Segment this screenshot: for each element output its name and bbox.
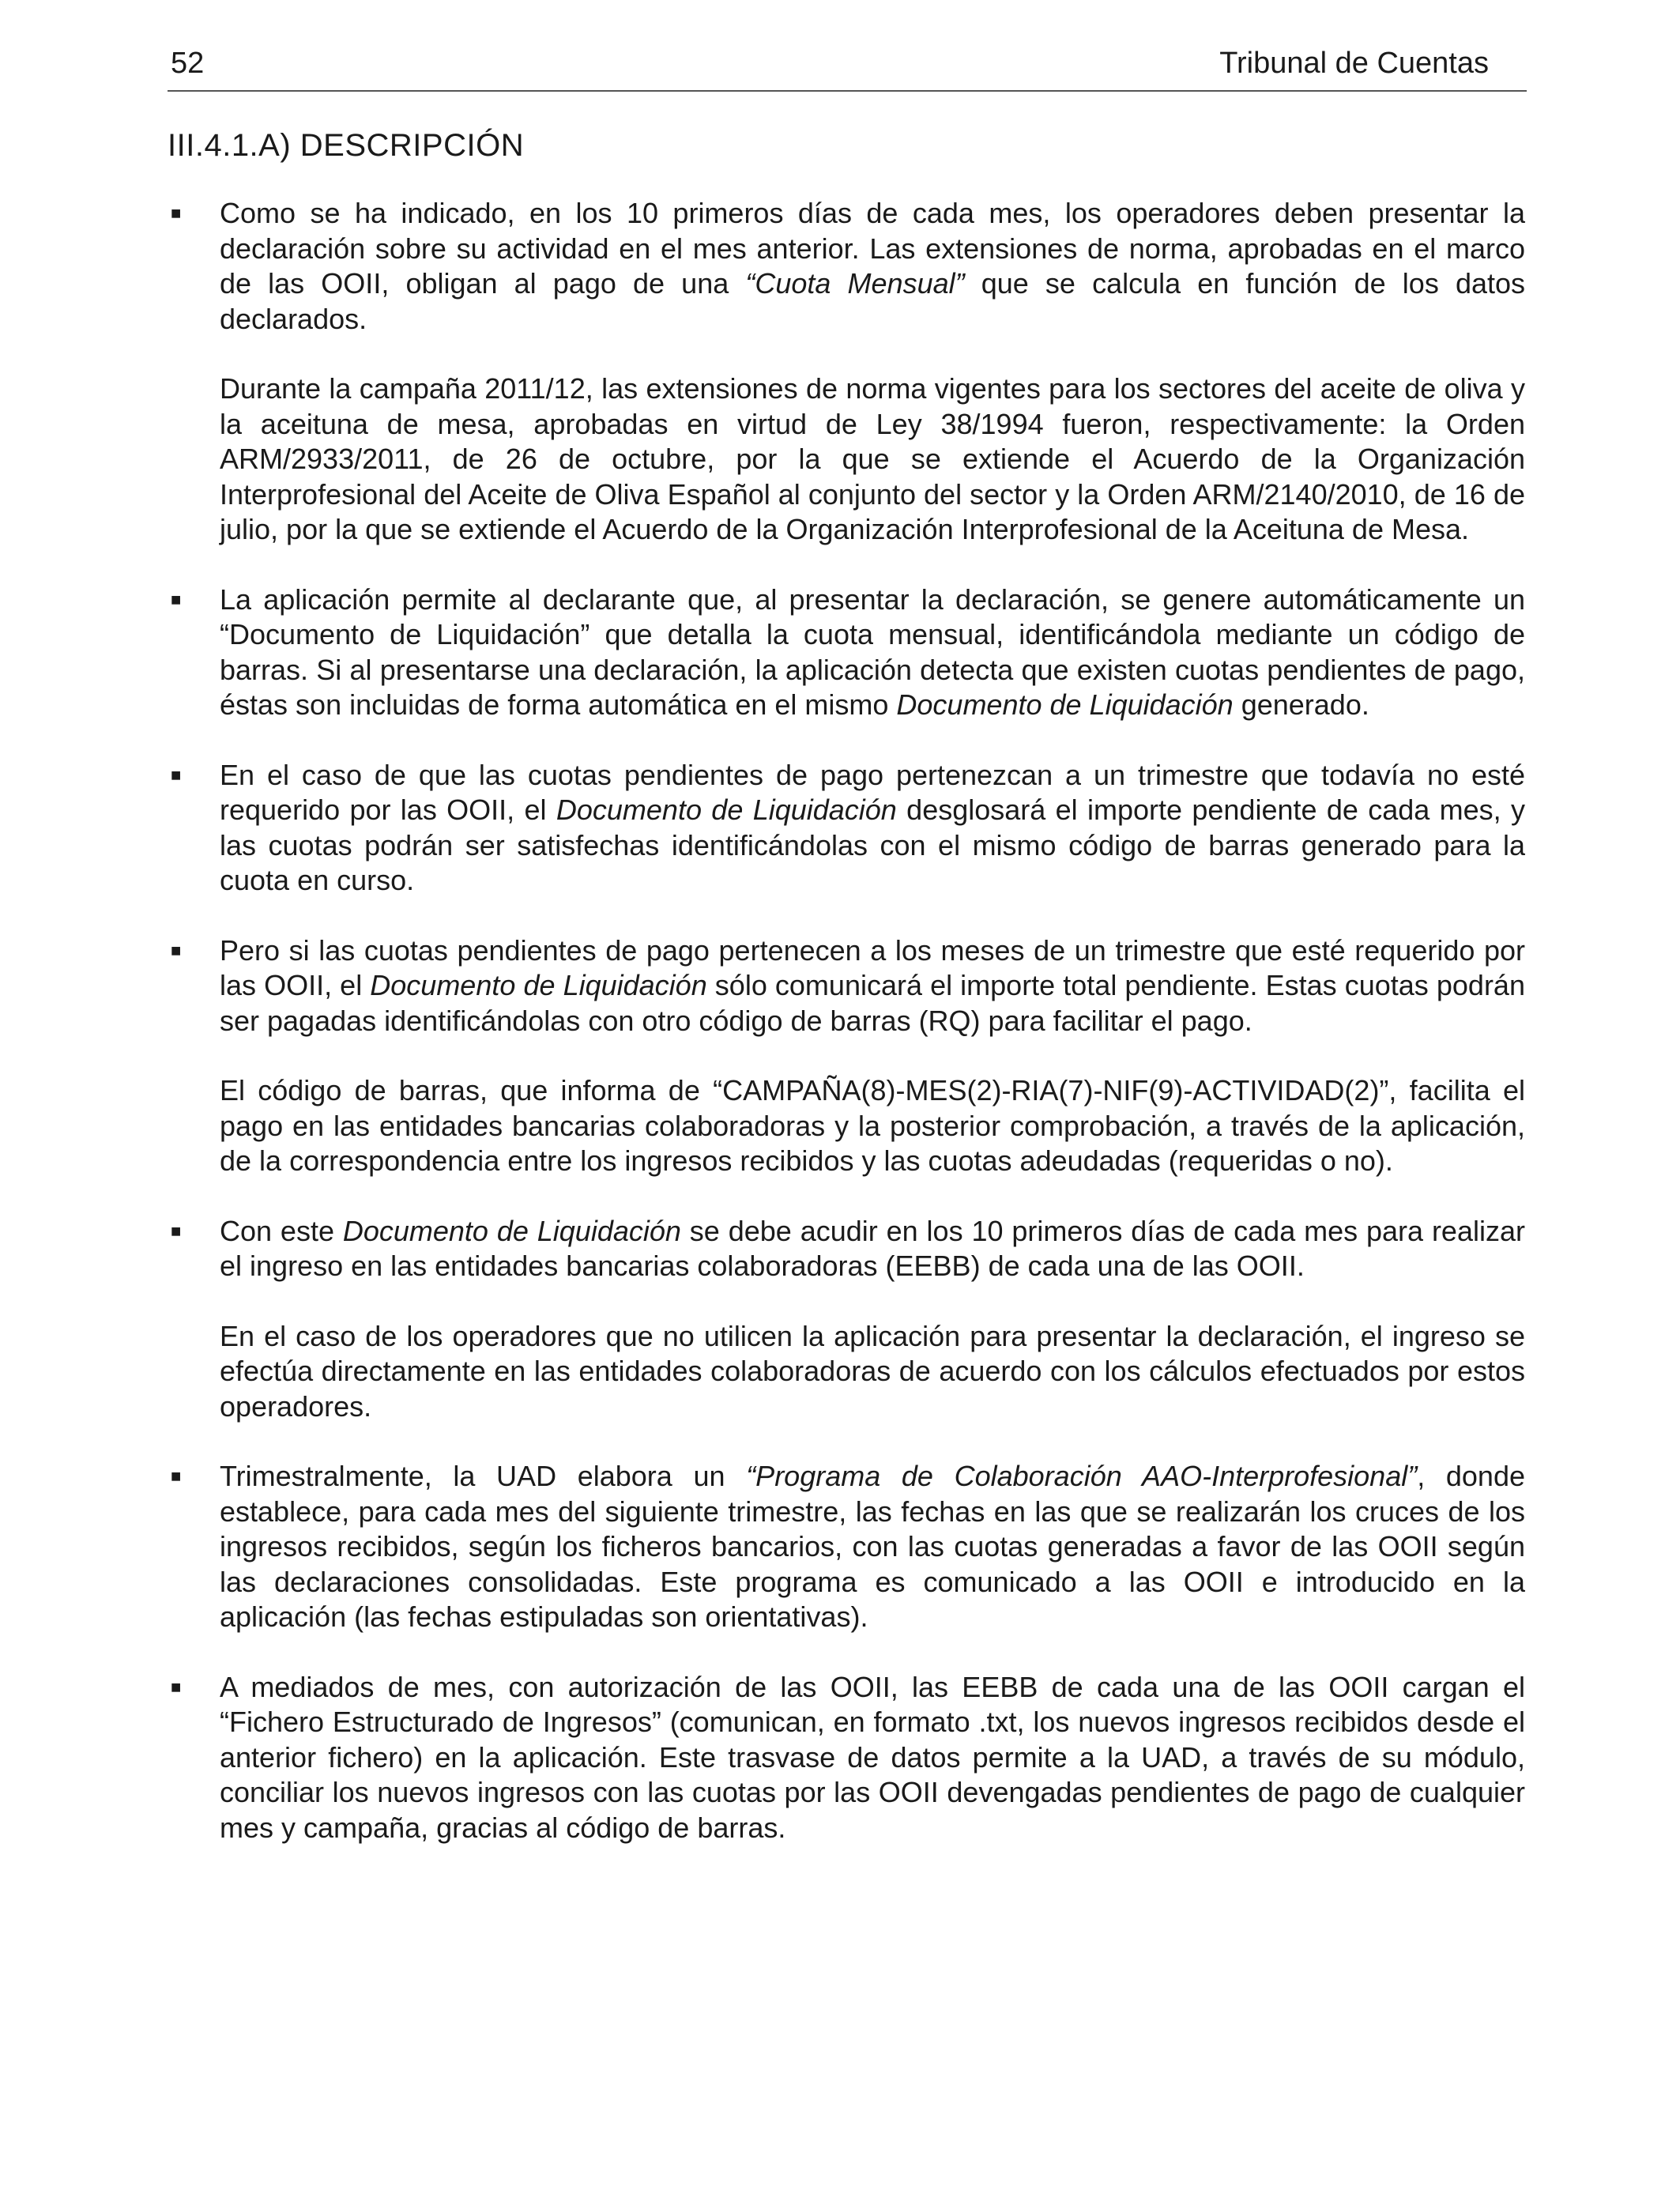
text-run: La aplicación permite al declarante que, al presentar la declaración, se genere automáticamente un “Documento de Liquidación” que detalla la cuota mensual, identificándola mediante un código de barras. Si al presentarse una declaración, la aplicación detecta que existen cuotas pendientes de pago, éstas son incluidas de forma automática en el mismo: [220, 582, 1525, 721]
paragraph: [220, 1319, 1525, 1425]
paragraph: [220, 933, 1525, 1039]
paragraph: [220, 196, 1525, 337]
bullet-marker: ■: [171, 589, 182, 609]
text-run: El código de barras, que informa de “CAMPAÑA(8)-MES(2)-RIA(7)-NIF(9)-ACTIVIDAD(2)”, facilita el pago en las entidades bancarias colaboradoras y la posterior comprobación, a través de la aplicación, de la correspondencia entre los ingresos recibidos y las cuotas adeudadas (requeridas o no).: [220, 1074, 1525, 1177]
paragraph: [220, 1459, 1525, 1635]
bullet-item-trimestre-requerido: [171, 933, 1525, 1179]
text-run: Trimestralmente, la UAD elabora un: [220, 1460, 747, 1492]
paragraph: [220, 1670, 1525, 1846]
bullet-marker: ■: [171, 203, 182, 223]
section-title: III.4.1.A) DESCRIPCIÓN: [168, 128, 525, 163]
italic-text-run: “Cuota Mensual”: [745, 267, 965, 300]
bullet-item-ingreso-eebb: [171, 1214, 1525, 1425]
bullet-item-fichero-estructurado: [171, 1670, 1525, 1846]
italic-text-run: Documento de Liquidación: [896, 688, 1234, 721]
bullet-item-programa-colaboracion: [171, 1459, 1525, 1635]
bullet-item-cuota-mensual: [171, 196, 1526, 548]
text-run: que se calcula en función de los datos declarados.: [220, 267, 1526, 335]
page-header: [168, 46, 1527, 92]
text-run: se debe acudir en los 10 primeros días de cada mes para realizar el ingreso en las entidades bancarias colaboradoras (EEBB) de cada una de las OOII.: [220, 1214, 1525, 1282]
paragraph: [220, 582, 1525, 723]
text-run: generado.: [1233, 688, 1369, 721]
text-run: Como se ha indicado, en los 10 primeros días de cada mes, los operadores deben presentar la declaración sobre su actividad en el mes anterior. Las extensiones de norma, aprobadas en el marco de las OOII, obligan al pago de una: [220, 197, 1525, 300]
paragraph: [220, 1214, 1525, 1284]
bullet-item-trimestre-no-requerido: [171, 758, 1525, 899]
text-run: Pero si las cuotas pendientes de pago pertenecen a los meses de un trimestre que esté requerido por las OOII, el: [220, 933, 1525, 1001]
page-number: 52: [171, 47, 205, 80]
running-title: Tribunal de Cuentas: [1219, 47, 1489, 80]
italic-text-run: Documento de Liquidación: [342, 1214, 681, 1247]
text-run: A mediados de mes, con autorización de las OOII, las EEBB de cada una de las OOII cargan el “Fichero Estructurado de Ingresos” (comunican, en formato .txt, los nuevos ingresos recibidos desde el anterior fichero) en la aplicación. Este trasvase de datos permite a la UAD, a través de su módulo, conciliar los nuevos ingresos con las cuotas por las OOII devengadas pendientes de pago de cualquier mes y campaña, gracias al código de barras.: [220, 1670, 1525, 1844]
text-run: sólo comunicará el importe total pendiente. Estas cuotas podrán ser pagadas identificándolas con otro código de barras (RQ) para facilitar el pago.: [220, 969, 1525, 1037]
text-run: , donde establece, para cada mes del siguiente trimestre, las fechas en las que se realizarán los cruces de los ingresos recibidos, según los ficheros bancarios, con las cuotas generadas a favor de las OOII según las declaraciones consolidadas. Este programa es comunicado a las OOII e introducido en la aplicación (las fechas estipuladas son orientativas).: [220, 1460, 1525, 1633]
italic-text-run: Documento de Liquidación: [370, 969, 707, 1001]
paragraph: [220, 758, 1525, 899]
text-run: En el caso de que las cuotas pendientes de pago pertenezcan a un trimestre que todavía no esté requerido por las OOII, el: [220, 758, 1525, 826]
bullet-marker: ■: [171, 940, 182, 960]
paragraph: [220, 371, 1525, 548]
italic-text-run: Documento de Liquidación: [556, 794, 897, 826]
italic-text-run: “Programa de Colaboración AAO-Interprofesional”: [746, 1460, 1418, 1492]
text-run: En el caso de los operadores que no utilicen la aplicación para presentar la declaración, el ingreso se efectúa directamente en las entidades colaboradoras de acuerdo con los cálculos efectuados por estos operadores.: [220, 1319, 1525, 1423]
document-body: [171, 196, 1526, 1845]
text-run: desglosará el importe pendiente de cada mes, y las cuotas podrán ser satisfechas identificándolas con el mismo código de barras generado para la cuota en curso.: [220, 794, 1525, 896]
text-run: Con este: [220, 1214, 343, 1247]
paragraph: [220, 1073, 1525, 1179]
bullet-marker: ■: [171, 1220, 182, 1241]
bullet-marker: ■: [171, 1676, 182, 1697]
bullet-marker: ■: [171, 764, 182, 785]
bullet-marker: ■: [171, 1466, 182, 1486]
text-run: Durante la campaña 2011/12, las extensiones de norma vigentes para los sectores del aceite de oliva y la aceituna de mesa, aprobadas en virtud de Ley 38/1994 fueron, respectivamente: la Orden ARM/2933/2011, de 26 de octubre, por la que se extiende el Acuerdo de la Organización Interprofesional del Aceite de Oliva Español al conjunto del sector y la Orden ARM/2140/2010, de 16 de julio, por la que se extiende el Acuerdo de la Organización Interprofesional de la Aceituna de Mesa.: [220, 372, 1525, 545]
bullet-item-documento-liquidacion: [171, 582, 1525, 723]
